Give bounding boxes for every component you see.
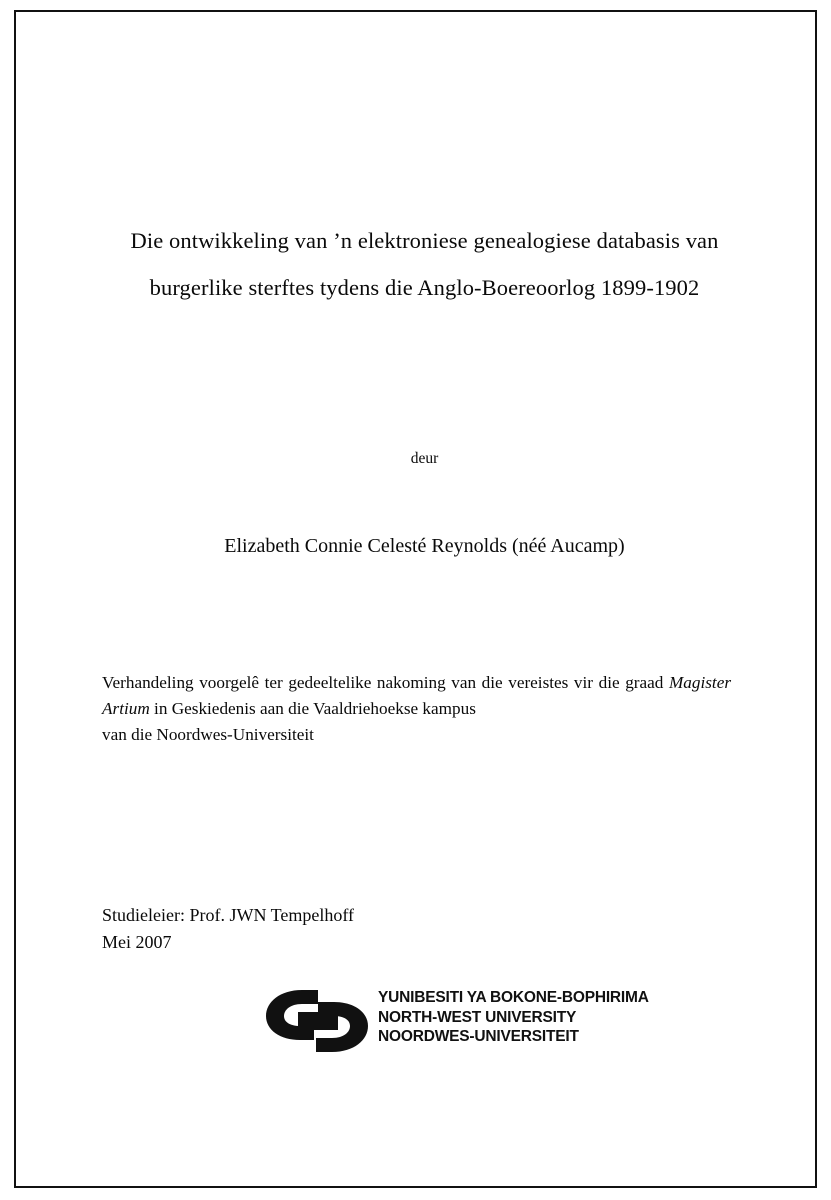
logo-text-line-1: YUNIBESITI YA BOKONE-BOPHIRIMA (378, 989, 649, 1006)
supervisor-block (102, 902, 747, 956)
page-title (102, 217, 747, 311)
submission-line-3: van die Noordwes-Universiteit (102, 725, 314, 744)
submission-line-2-prefix: graad (625, 673, 669, 692)
author-name: Elizabeth Connie Celesté Reynolds (néé Aucamp) (224, 535, 625, 557)
page-content (102, 42, 747, 1172)
submission-line-1: Verhandeling voorgelê ter gedeeltelike nakoming van die vereistes vir die (102, 673, 620, 692)
logo-text-line-2: NORTH-WEST UNIVERSITY (378, 1008, 577, 1026)
degree-name: Magister Artium (102, 673, 732, 718)
page-border (14, 10, 817, 1188)
supervisor-name: Studieleier: Prof. JWN Tempelhoff (102, 905, 355, 925)
submission-date: Mei 2007 (102, 932, 172, 952)
nwu-logo-mark-icon (262, 986, 374, 1056)
title-line-1: Die ontwikkeling van ’n elektroniese genealogiese databasis van (130, 228, 719, 253)
submission-statement (102, 670, 731, 748)
byline-label: deur (410, 450, 439, 467)
logo-text-block (378, 988, 649, 1047)
logo-text-line-3: NOORDWES-UNIVERSITEIT (378, 1028, 579, 1045)
submission-line-2-suffix: in Geskiedenis aan die Vaaldriehoekse kampus (149, 699, 476, 718)
university-logo (262, 982, 649, 1062)
title-line-2: burgerlike sterftes tydens die Anglo-Boereoorlog 1899-1902 (149, 275, 700, 300)
